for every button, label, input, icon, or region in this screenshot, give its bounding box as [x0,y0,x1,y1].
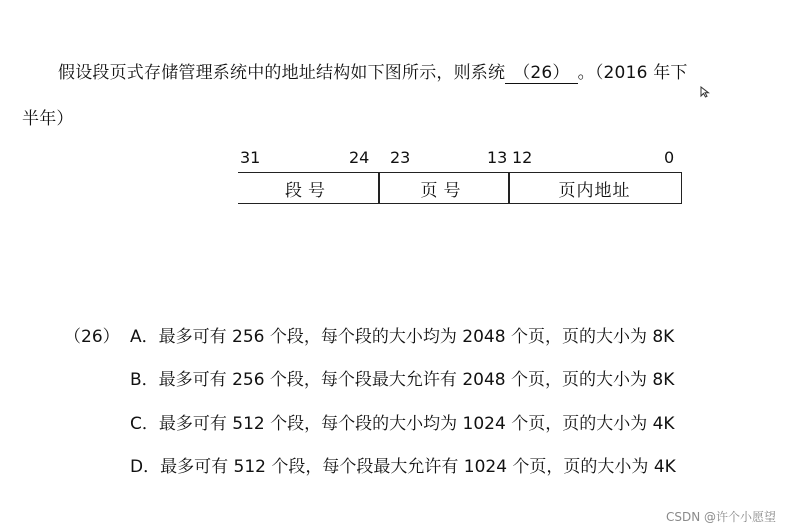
question-line-2: 半年） [22,109,74,129]
option-text: 最多可有 256 个段，每个段最大允许有 2048 个页，页的大小为 8K [158,370,675,390]
arrow-cursor-icon [700,86,710,101]
option-c [130,409,675,434]
page-number-cell: 页号 [420,180,467,201]
option-d [130,452,676,477]
option-text: 最多可有 512 个段，每个段最大允许有 1024 个页，页的大小为 4K [160,457,676,477]
csdn-watermark: CSDN @许个小愿望 [665,510,776,524]
option-letter: C． [130,414,159,434]
question-year-tail: 。（2016 年下 [577,63,688,83]
page-offset-cell: 页内地址 [558,180,631,201]
option-letter: B． [130,370,159,390]
option-a [130,322,674,347]
answer-blank: （26） [505,63,577,84]
option-text: 最多可有 256 个段，每个段的大小均为 2048 个页，页的大小为 8K [158,327,675,347]
bit-31: 31 [240,148,261,167]
option-letter: A． [130,327,159,347]
bit-23: 23 [390,148,411,167]
bit-12: 12 [512,148,533,167]
bit-24: 24 [349,148,370,167]
address-structure-table [238,172,682,204]
option-b [130,365,674,390]
bit-13: 13 [487,148,508,167]
option-text: 最多可有 512 个段，每个段的大小均为 1024 个页，页的大小为 4K [158,414,675,434]
bit-0: 0 [664,148,675,167]
option-letter: D． [130,457,161,477]
option-number: （26） [64,327,120,347]
question-text: 假设段页式存储管理系统中的地址结构如下图所示，则系统 [58,63,506,83]
question-line-1 [58,58,688,84]
segment-number-cell: 段号 [285,180,331,201]
